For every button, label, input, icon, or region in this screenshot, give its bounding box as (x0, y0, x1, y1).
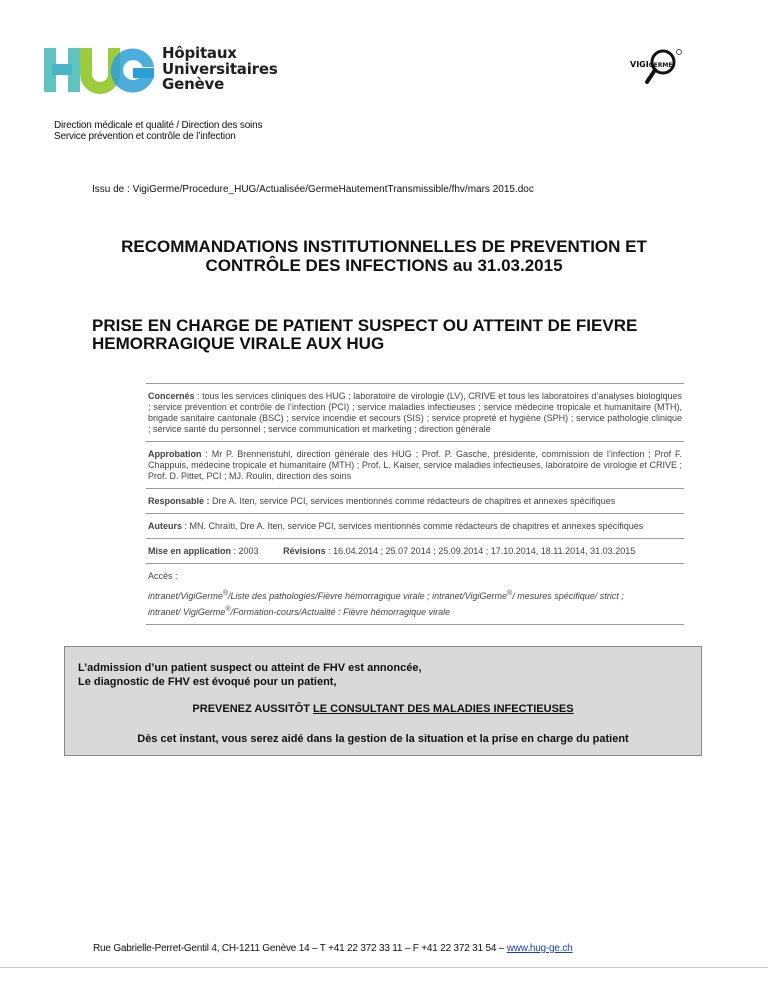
footer-address: Rue Gabrielle-Perret-Gentil 4, CH-1211 Genève 14 – T +41 22 372 33 11 – F +41 22 372 31 54 – (93, 943, 507, 954)
auteurs-text: : MN. Chraïti, Dre A. Iten, service PCI, services mentionnés comme rédacteurs de chapitres et annexes spécifiques (182, 521, 644, 531)
acces-label: Accès : (148, 571, 178, 581)
notice-alert (65, 703, 701, 715)
direction-line-2: Service prévention et contrôle de l’infection (54, 131, 236, 142)
auteurs-label: Auteurs (148, 521, 183, 531)
info-row-dates (146, 538, 684, 563)
responsable-label: Responsable : (148, 496, 210, 506)
hug-logo (44, 44, 278, 96)
vigigerme-logo-text: VIGIGERME (630, 60, 673, 69)
acces-line-1: intranet/VigiGerme®/Liste des pathologies/Fièvre hémorragique virale ; intranet/VigiGerme®/ mesures spécifique/ strict ; (148, 590, 624, 601)
page-footer (93, 943, 573, 954)
alert-prefix: PREVENEZ AUSSITÔT (192, 703, 314, 715)
notice-line-2: Le diagnostic de FHV est évoqué pour un patient, (78, 676, 337, 688)
footer-website-link[interactable]: www.hug-ge.ch (506, 943, 573, 954)
document-title (80, 237, 688, 275)
info-row-responsable (146, 488, 684, 513)
info-row-concernes (146, 383, 684, 441)
hug-letters-logo (44, 46, 154, 94)
direction-line-1: Direction médicale et qualité / Direction des soins (54, 120, 263, 131)
responsable-text: Dre A. Iten, service PCI, services mentionnés comme rédacteurs de chapitres et annexes spécifiques (209, 496, 616, 506)
acces-line-2: intranet/ VigiGerme®/Formation-cours/Actualité : Fièvre hémorragique virale (148, 606, 451, 617)
notice-line-1: L’admission d’un patient suspect ou atteint de FHV est annoncée, (78, 662, 422, 674)
info-row-approbation (146, 441, 684, 488)
document-title-line-1: RECOMMANDATIONS INSTITUTIONNELLES DE PREVENTION ET (121, 237, 647, 256)
approbation-text: : Mr P. Brennenstuhl, direction générale des HUG ; Prof. P. Gasche, présidente, commission de l’infection ; Prof F. Chappuis, médecine tropicale et humanitaire (MTH) ; Prof. L. Kaiser, service maladies infectieuses, laboratoire de virologie et CRIVE ; Prof. D. Pittet, PCI ; MJ. Roulin, direction des soins (148, 449, 682, 481)
mise-label: Mise en application (148, 546, 232, 556)
document-subtitle (92, 317, 692, 353)
revisions-label: Révisions (283, 546, 326, 556)
info-row-auteurs (146, 513, 684, 538)
notice-intro (78, 661, 422, 689)
notice-help: Dès cet instant, vous serez aidé dans la gestion de la situation et la prise en charge du patient (137, 733, 629, 745)
alert-consultant: LE CONSULTANT DES MALADIES INFECTIEUSES (313, 703, 574, 715)
hospital-name (162, 46, 278, 93)
hospital-name-line-2: Universitaires (162, 59, 278, 78)
document-info-table (146, 383, 684, 625)
hospital-name-line-3: Genève (162, 75, 225, 93)
revisions-text: : 16.04.2014 ; 25.07 2014 ; 25.09.2014 ; 17.10.2014, 18.11.2014, 31.03.2015 (325, 546, 636, 556)
info-row-acces (146, 563, 684, 625)
vigigerme-logo (630, 46, 686, 90)
document-title-line-2: CONTRÔLE DES INFECTIONS au 31.03.2015 (205, 256, 563, 275)
document-subtitle-line-2: HEMORRAGIQUE VIRALE AUX HUG (92, 334, 385, 353)
direction-block (54, 120, 262, 142)
concernes-label: Concernés (148, 391, 195, 401)
document-subtitle-line-1: PRISE EN CHARGE DE PATIENT SUSPECT OU ATTEINT DE FIEVRE (92, 316, 638, 335)
concernes-text: : tous les services cliniques des HUG ; laboratoire de virologie (LV), CRIVE et tous les laboratoires d’analyses biologiques ; service prévention et contrôle de l’infection (PCI) ; service maladies infectieuses ; service médecine tropicale et humanitaire (MTH), brigade sanitaire cantonale (BSC) ; service incendie et secours (SIS) ; service propreté et hygiène (SPH) ; service pathologie clinique ; service santé du personnel ; service communication et marketing ; direction générale (148, 391, 682, 434)
alert-notice-box (64, 646, 702, 756)
hospital-name-line-1: Hôpitaux (162, 44, 237, 62)
approbation-label: Approbation (148, 449, 202, 459)
footer-divider (0, 967, 768, 968)
mise-text: : 2003 (231, 546, 259, 556)
source-path: Issu de : VigiGerme/Procedure_HUG/Actualisée/GermeHautementTransmissible/fhv/mars 2015.doc (92, 184, 534, 195)
